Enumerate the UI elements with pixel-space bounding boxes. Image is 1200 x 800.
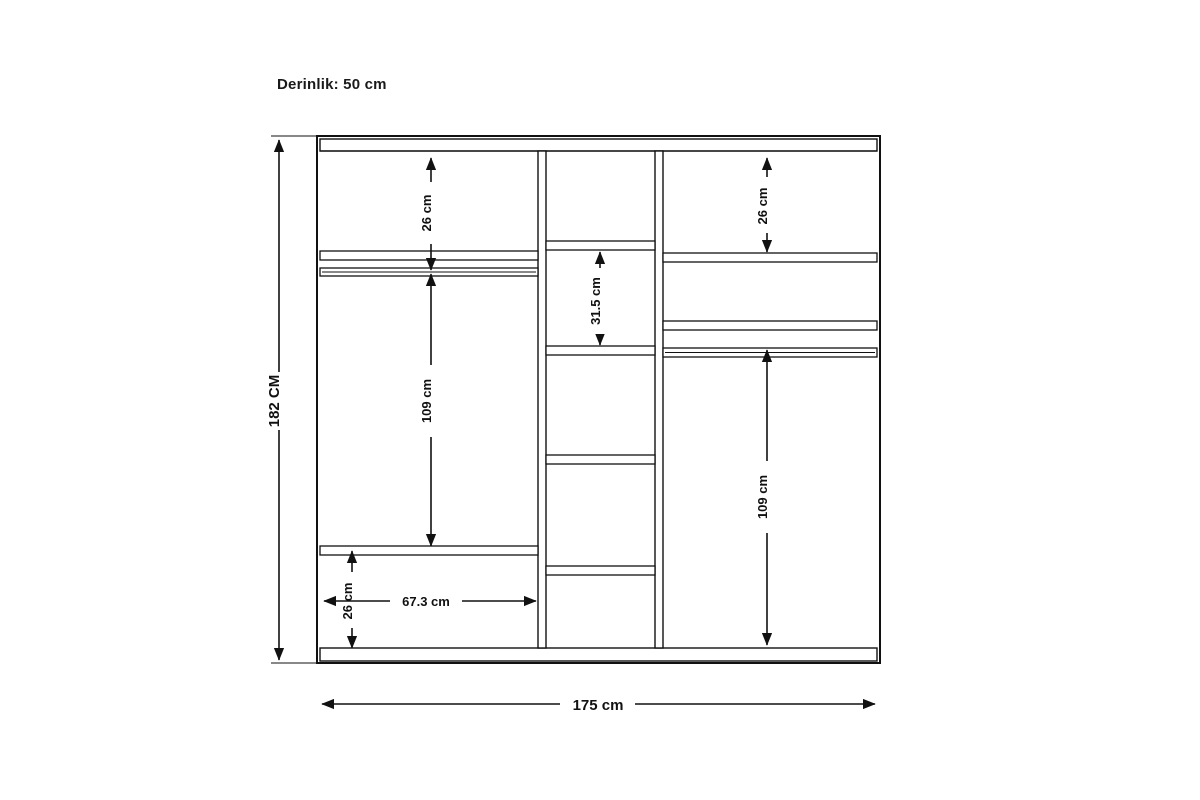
middle-shelf-label: 31.5 cm xyxy=(588,277,603,325)
left-bottom-shelf-label: 26 cm xyxy=(340,582,355,620)
top-rail xyxy=(320,139,877,151)
total-width-label: 175 cm xyxy=(572,697,624,714)
left-hanging-label: 109 cm xyxy=(419,378,434,424)
depth-label: Derinlik: 50 cm xyxy=(277,76,387,93)
right-top-shelf-label: 26 cm xyxy=(755,187,770,225)
total-height-label-text: 182 CM xyxy=(266,374,283,428)
right-hanging-label: 109 cm xyxy=(755,474,770,520)
dimension-total-width xyxy=(322,692,875,716)
left-top-shelf-label: 26 cm xyxy=(419,194,434,232)
bottom-plinth xyxy=(320,648,877,661)
cabinet-outline xyxy=(317,136,880,663)
left-inner-width-label: 67.3 cm xyxy=(402,594,450,609)
dimension-total-height xyxy=(262,136,317,663)
